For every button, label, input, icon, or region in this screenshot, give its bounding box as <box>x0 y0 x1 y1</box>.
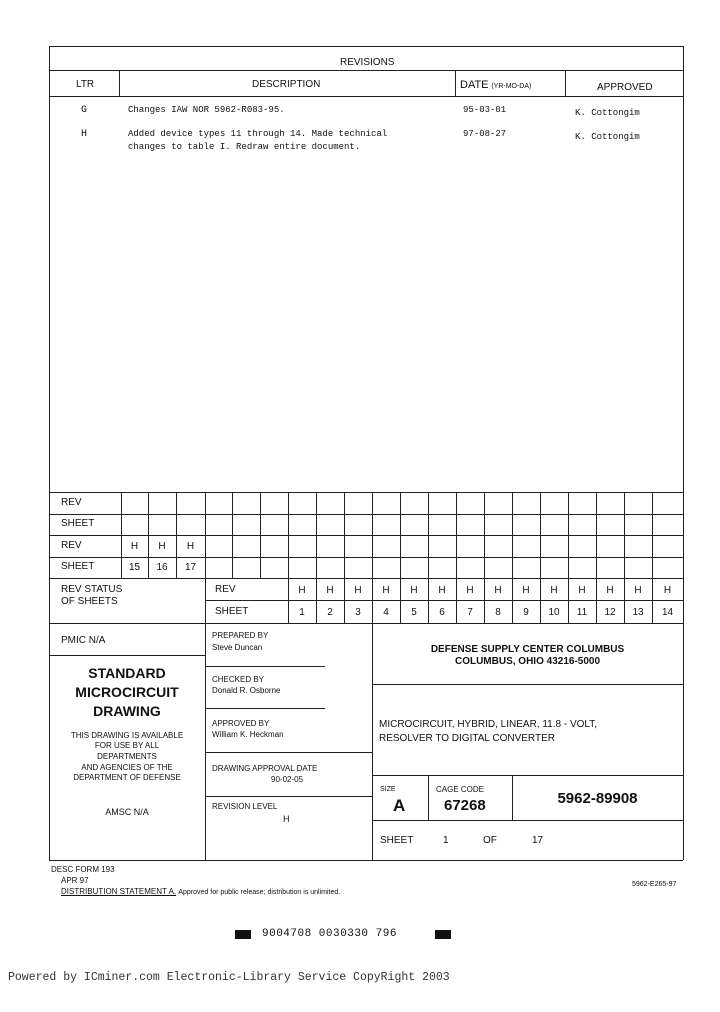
rev-label: REV <box>61 497 82 508</box>
availability-line: DEPARTMENTS <box>97 752 157 761</box>
checked-label: CHECKED BY <box>212 675 265 684</box>
form-date: APR 97 <box>61 876 89 885</box>
drawing-title-line: RESOLVER TO DIGITAL CONVERTER <box>379 733 555 744</box>
microcircuit-heading: MICROCIRCUIT <box>75 684 179 700</box>
sheet-cell: 15 <box>128 562 141 573</box>
barcode-number: 9004708 0030330 796 <box>262 928 397 940</box>
revision-ltr: H <box>81 129 88 140</box>
sheet-label: SHEET <box>61 561 95 572</box>
barcode-block-right <box>435 930 451 939</box>
sheet-cell: 16 <box>156 562 168 573</box>
size-label: SIZE <box>380 786 396 793</box>
revision-ltr: G <box>81 105 88 116</box>
rev-cell: H <box>466 585 474 596</box>
drawing-number: 5962-89908 <box>557 790 638 807</box>
revision-level: H <box>283 814 290 824</box>
header-description: DESCRIPTION <box>252 79 321 90</box>
rev-cell: H <box>522 585 530 596</box>
of-sheets-label: OF SHEETS <box>61 596 118 607</box>
sheet-cell: 2 <box>327 607 333 618</box>
rev-cell: H <box>494 585 502 596</box>
sheet-total: 17 <box>532 835 544 846</box>
sheet-label: SHEET <box>215 606 249 617</box>
header-date: DATE (YR-MO-DA) <box>460 79 532 91</box>
sheet-cell: 11 <box>576 607 588 618</box>
sheet-cell: 1 <box>299 607 305 618</box>
rev-cell: H <box>298 585 306 596</box>
frame-right <box>683 46 684 860</box>
availability-line: DEPARTMENT OF DEFENSE <box>73 773 181 782</box>
revision-date: 97-08-27 <box>463 129 507 139</box>
revision-approved: K. Cottongim <box>575 132 640 142</box>
rev-cell: H <box>438 585 446 596</box>
sheet-label: SHEET <box>380 835 414 846</box>
revision-level-label: REVISION LEVEL <box>212 802 278 811</box>
sheet-cell: 13 <box>632 607 644 618</box>
sheet-cell: 14 <box>661 607 674 618</box>
sheet-number: 1 <box>443 835 449 846</box>
barcode-block-left <box>235 930 251 939</box>
size-value: A <box>393 796 406 815</box>
rev-cell: H <box>634 585 642 596</box>
availability-line: THIS DRAWING IS AVAILABLE <box>70 731 184 740</box>
cage-label: CAGE CODE <box>436 785 485 794</box>
document-code: 5962-E265-97 <box>632 881 677 888</box>
rev-status-label: REV STATUS <box>61 584 123 595</box>
sheet-cell: 17 <box>184 562 197 573</box>
agency-address: COLUMBUS, OHIO 43216-5000 <box>454 656 601 667</box>
frame-bottom <box>49 860 683 861</box>
approval-date-label: DRAWING APPROVAL DATE <box>212 764 318 773</box>
rev-cell: H <box>382 585 390 596</box>
rev-cell: H <box>326 585 334 596</box>
cage-code: 67268 <box>444 797 486 814</box>
frame-top <box>49 46 683 47</box>
sheet-cell: 9 <box>523 607 529 618</box>
distribution-statement: DISTRIBUTION STATEMENT A. Approved for public release; distribution is unlimited. <box>61 887 341 896</box>
sheet-label: SHEET <box>61 518 95 529</box>
sheet-cell: 7 <box>467 607 473 618</box>
sheet-cell: 10 <box>548 607 560 618</box>
revision-date: 95-03-01 <box>463 105 507 115</box>
revision-description: Added device types 11 through 14. Made technical <box>128 129 388 139</box>
amsc-label: AMSC N/A <box>105 807 149 817</box>
sheet-cell: 5 <box>411 607 417 618</box>
sheet-cell: 3 <box>355 607 361 618</box>
header-ltr: LTR <box>76 79 95 90</box>
powered-by-footer: Powered by ICminer.com Electronic-Library Service CopyRight 2003 <box>8 971 450 984</box>
header-approved: APPROVED <box>597 82 653 93</box>
sheet-cell: 12 <box>604 607 616 618</box>
revisions-title: REVISIONS <box>340 57 395 68</box>
sheet-cell: 4 <box>383 607 389 618</box>
availability-line: FOR USE BY ALL <box>94 741 160 750</box>
rev-label: REV <box>215 584 236 595</box>
prepared-label: PREPARED BY <box>212 631 269 640</box>
sheet-cell: 6 <box>439 607 445 618</box>
drawing-heading: DRAWING <box>93 703 161 719</box>
revision-description: changes to table I. Redraw entire document. <box>128 142 361 152</box>
rev-cell: H <box>550 585 558 596</box>
availability-line: AND AGENCIES OF THE <box>81 763 173 772</box>
agency-name: DEFENSE SUPPLY CENTER COLUMBUS <box>430 644 625 655</box>
revision-description: Changes IAW NOR 5962-R083-95. <box>128 105 285 115</box>
approved-by: William K. Heckman <box>212 730 284 739</box>
rev-cell: H <box>410 585 418 596</box>
rev-cell: H <box>130 541 139 552</box>
rev-cell: H <box>663 585 672 596</box>
standard-heading: STANDARD <box>88 665 166 681</box>
drawing-title-line: MICROCIRCUIT, HYBRID, LINEAR, 11.8 - VOLT, <box>379 719 598 730</box>
rev-cell: H <box>578 585 586 596</box>
sheet-cell: 8 <box>495 607 501 618</box>
pmic-label: PMIC N/A <box>61 635 106 646</box>
rev-cell: H <box>606 585 614 596</box>
of-label: OF <box>483 835 497 846</box>
approved-label: APPROVED BY <box>212 719 270 728</box>
rev-cell: H <box>158 541 166 552</box>
approval-date: 90-02-05 <box>271 775 304 784</box>
rev-label: REV <box>61 540 82 551</box>
prepared-by: Steve Duncan <box>212 643 263 652</box>
revision-approved: K. Cottongim <box>575 108 640 118</box>
rev-cell: H <box>354 585 362 596</box>
form-number: DESC FORM 193 <box>51 865 115 874</box>
checked-by: Donald R. Osborne <box>212 686 281 695</box>
rev-cell: H <box>186 541 195 552</box>
